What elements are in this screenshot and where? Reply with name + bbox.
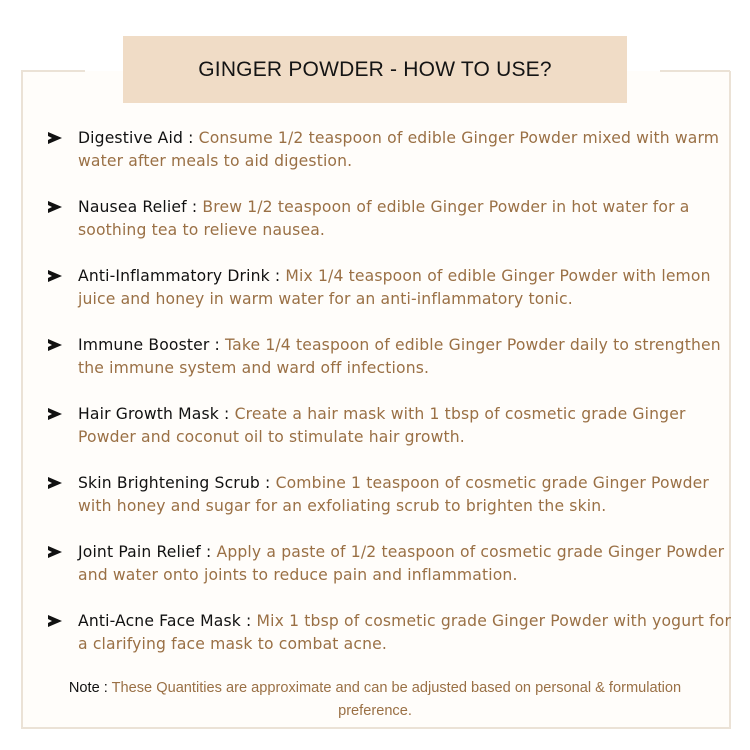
usage-description: Mix 1 tbsp of cosmetic grade Ginger Powder with yogurt for a clarifying face mask to combat acne. xyxy=(78,612,732,653)
arrowhead-right-icon xyxy=(48,615,62,627)
usage-label: Nausea Relief : xyxy=(78,198,198,216)
usage-item-hair-growth-mask xyxy=(46,403,736,472)
usage-item-nausea-relief xyxy=(46,196,736,265)
note-label: Note : xyxy=(68,680,108,696)
usage-description: Combine 1 teaspoon of cosmetic grade Ginger Powder with honey and sugar for an exfoliating scrub to brighten the skin. xyxy=(78,474,709,515)
usage-text xyxy=(78,541,736,586)
usage-label: Anti-Acne Face Mask : xyxy=(78,612,252,630)
usage-label: Immune Booster : xyxy=(78,336,220,354)
usage-description: Mix 1/4 teaspoon of edible Ginger Powder with lemon juice and honey in warm water for an anti-inflammatory tonic. xyxy=(78,267,711,308)
usage-text xyxy=(78,334,736,379)
note-text: These Quantities are approximate and can be adjusted based on personal & formulation preference. xyxy=(111,680,682,719)
usage-text xyxy=(78,265,736,310)
arrowhead-right-icon xyxy=(48,408,62,420)
usage-text xyxy=(78,196,736,241)
usage-label: Joint Pain Relief : xyxy=(78,543,212,561)
usage-label: Hair Growth Mask : xyxy=(78,405,230,423)
header-banner xyxy=(123,36,627,103)
note xyxy=(60,677,690,723)
arrowhead-right-icon xyxy=(48,477,62,489)
arrowhead-right-icon xyxy=(48,132,62,144)
usage-description: Brew 1/2 teaspoon of edible Ginger Powder in hot water for a soothing tea to relieve nausea. xyxy=(78,198,690,239)
usage-item-joint-pain-relief xyxy=(46,541,736,610)
usage-description: Apply a paste of 1/2 teaspoon of cosmetic grade Ginger Powder and water onto joints to reduce pain and inflammation. xyxy=(78,543,725,584)
usage-description: Create a hair mask with 1 tbsp of cosmetic grade Ginger Powder and coconut oil to stimulate hair growth. xyxy=(78,405,686,446)
arrowhead-right-icon xyxy=(48,339,62,351)
usage-item-immune-booster xyxy=(46,334,736,403)
usage-label: Anti-Inflammatory Drink : xyxy=(78,267,281,285)
usage-text xyxy=(78,127,736,172)
frame-top-right-segment xyxy=(660,70,730,72)
usage-label: Digestive Aid : xyxy=(78,129,194,147)
arrowhead-right-icon xyxy=(48,546,62,558)
usage-text xyxy=(78,610,736,655)
frame-top-left-segment xyxy=(21,70,85,72)
usage-item-skin-brightening-scrub xyxy=(46,472,736,541)
usage-list xyxy=(46,127,736,679)
usage-item-anti-inflammatory-drink xyxy=(46,265,736,334)
usage-item-digestive-aid xyxy=(46,127,736,196)
usage-label: Skin Brightening Scrub : xyxy=(78,474,271,492)
arrowhead-right-icon xyxy=(48,270,62,282)
page-title: GINGER POWDER - HOW TO USE? xyxy=(198,57,552,81)
arrowhead-right-icon xyxy=(48,201,62,213)
usage-text xyxy=(78,403,736,448)
usage-text xyxy=(78,472,736,517)
usage-description: Consume 1/2 teaspoon of edible Ginger Powder mixed with warm water after meals to aid digestion. xyxy=(78,129,720,170)
usage-item-anti-acne-face-mask xyxy=(46,610,736,679)
usage-description: Take 1/4 teaspoon of edible Ginger Powder daily to strengthen the immune system and ward off infections. xyxy=(78,336,721,377)
